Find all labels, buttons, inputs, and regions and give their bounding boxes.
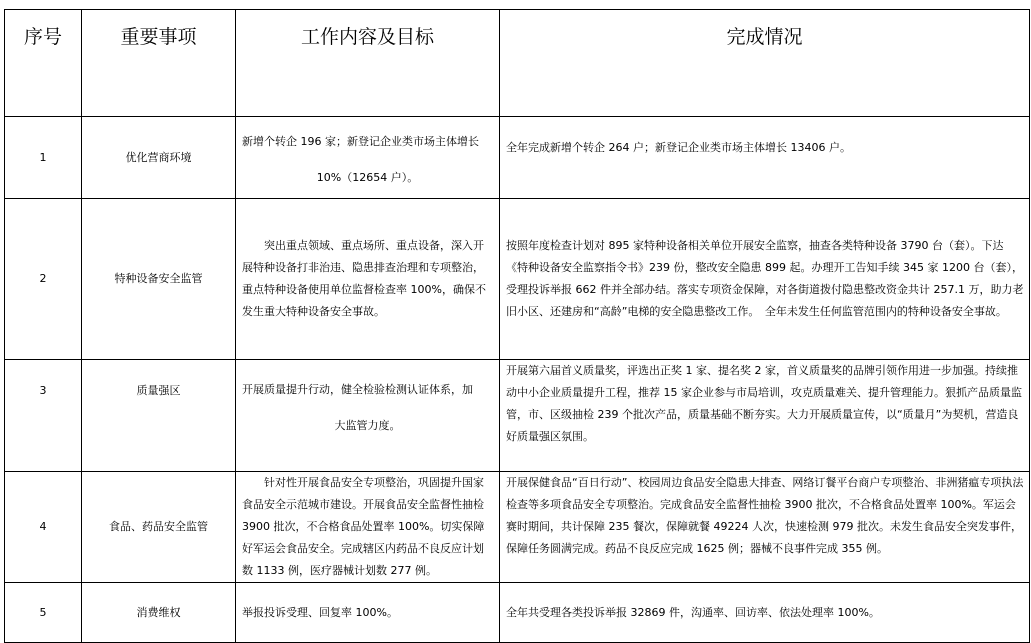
row-goal — [236, 360, 500, 472]
header-item: 重要事项 — [82, 10, 236, 117]
row-no: 3 — [5, 360, 82, 472]
row-goal-line-2: 10%（12654 户）。 — [316, 170, 419, 184]
row-goal: 针对性开展食品安全专项整治，巩固提升国家食品安全示范城市建设。开展食品安全监督性抽检 3900 批次，不合格食品处置率 100%。切实保障好军运会食品安全。完成辖区内药品不良反应计划数 1133 例，医疗器械计划数 277 例。 — [236, 472, 500, 583]
row-no: 4 — [5, 472, 82, 583]
row-no: 2 — [5, 199, 82, 360]
row-goal — [236, 117, 500, 199]
table-row — [5, 199, 1030, 360]
table-row — [5, 360, 1030, 472]
row-goal-line-2: 大监管力度。 — [334, 419, 401, 432]
row-goal: 突出重点领域、重点场所、重点设备，深入开展特种设备打非治违、隐患排查治理和专项整治，重点特种设备使用单位监督检查率 100%，确保不发生重大特种设备安全事故。 — [236, 199, 500, 360]
row-goal-line-1: 开展质量提升行动，健全检验检测认证体系，加 — [242, 383, 473, 396]
table-row — [5, 472, 1030, 583]
row-done: 按照年度检查计划对 895 家特种设备相关单位开展安全监察，抽查各类特种设备 3790 台（套）。下达《特种设备安全监察指令书》239 份，整改安全隐患 899 起。办理开工告知手续 345 家 1200 台（套），受理投诉举报 662 件并全部办结。落实专项资金保障，对各街道拨付隐患整改资金共计 257.1 万，助力老旧小区、还建房和“高龄”电梯的安全隐患整改工作。 全年未发生任何监管范围内的特种设备安全事故。 — [500, 199, 1030, 360]
work-table — [4, 9, 1030, 643]
table-row — [5, 583, 1030, 643]
header-done: 完成情况 — [500, 10, 1030, 117]
row-done: 开展保健食品“百日行动”、校园周边食品安全隐患大排查、网络订餐平台商户专项整治、非洲猪瘟专项执法检查等多项食品安全专项整治。完成食品安全监督性抽检 3900 批次，不合格食品处置率 100%。军运会赛时期间，共计保障 235 餐次，保障就餐 49224 人次，快速检测 979 批次。未发生食品安全突发事件，保障任务圆满完成。药品不良反应完成 1625 例；器械不良事件完成 355 例。 — [500, 472, 1030, 583]
row-goal-line-1: 新增个转企 196 家；新登记企业类市场主体增长 — [242, 134, 479, 148]
header-goal: 工作内容及目标 — [236, 10, 500, 117]
row-done: 开展第六届首义质量奖，评选出正奖 1 家、提名奖 2 家，首义质量奖的品牌引领作用进一步加强。持续推动中小企业质量提升工程，推荐 15 家企业参与市局培训，攻克质量难关、提升管理能力。狠抓产品质量监管，市、区级抽检 239 个批次产品，质量基础不断夯实。大力开展质量宣传，以“质量月”为契机，营造良好质量强区氛围。 — [500, 360, 1030, 472]
header-row — [5, 10, 1030, 117]
row-item: 特种设备安全监管 — [82, 199, 236, 360]
row-no: 5 — [5, 583, 82, 643]
row-goal: 举报投诉受理、回复率 100%。 — [236, 583, 500, 643]
row-item: 优化营商环境 — [82, 117, 236, 199]
row-done: 全年共受理各类投诉举报 32869 件，沟通率、回访率、依法处理率 100%。 — [500, 583, 1030, 643]
row-item: 食品、药品安全监管 — [82, 472, 236, 583]
table-row — [5, 117, 1030, 199]
row-item: 质量强区 — [82, 360, 236, 472]
header-no: 序号 — [5, 10, 82, 117]
row-item: 消费维权 — [82, 583, 236, 643]
row-no: 1 — [5, 117, 82, 199]
row-done: 全年完成新增个转企 264 户；新登记企业类市场主体增长 13406 户。 — [500, 117, 1030, 199]
